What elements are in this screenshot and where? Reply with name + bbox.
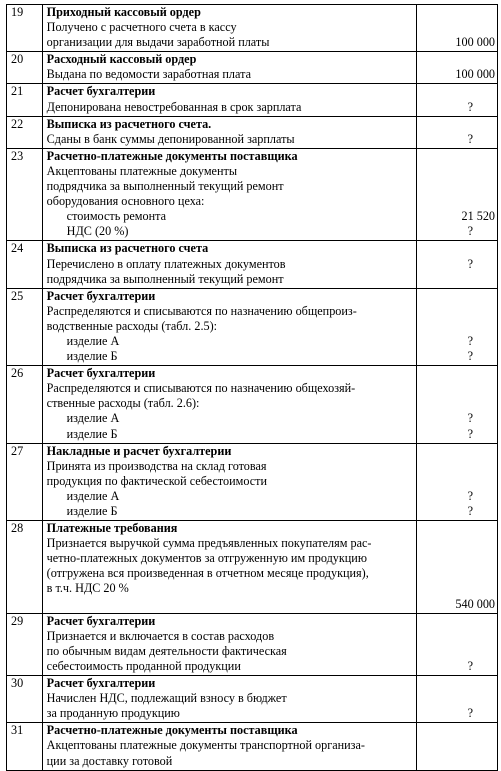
amount-cell [417,723,498,770]
transactions-table [6,4,498,771]
amount-spacer [421,536,495,551]
amount-value: ? [467,99,473,114]
amount-spacer [421,459,495,474]
amount-column [421,117,495,147]
amount-value: ? [467,131,473,146]
operation-number-cell [7,288,43,365]
amount-cell [417,288,498,365]
description-line: Распределяются и списываются по назначению общепроиз- [46,303,357,318]
amount-cell [417,116,498,148]
description-line [47,597,415,612]
amount-cell [417,5,498,52]
table-row [7,613,498,675]
amount-spacer [421,629,495,644]
table-row [7,148,498,241]
amount-spacer [421,521,495,536]
description-line: изделие Б [66,349,118,364]
amount-spacer [421,396,495,411]
amount-column [421,241,495,286]
operation-number-cell [7,52,43,84]
amount-spacer [421,319,495,334]
amount-spacer [421,272,495,287]
amount-spacer [421,164,495,179]
table-row [7,443,498,520]
description-line: четно-платежных документов за отгруженную им продукцию [46,551,367,566]
document-title: Расчет бухгалтерии [46,84,156,99]
description-line: Получено с расчетного счета в кассу [46,20,237,35]
amount-spacer [421,149,495,164]
amount-spacer [421,381,495,396]
operation-number-cell [7,241,43,288]
amount-column [421,149,495,240]
document-title: Выписка из расчетного счета [46,241,209,256]
description-line: подрядчика за выполненный текущий ремонт [46,179,284,194]
amount-cell [417,148,498,241]
operation-description-cell [42,676,417,723]
amount-spacer [421,723,495,738]
table-row [7,5,498,52]
operation-number-cell [7,116,43,148]
amount-spacer [421,474,495,489]
description-line: изделие Б [66,504,118,518]
amount-column [421,52,495,82]
amount-cell [417,613,498,675]
operation-number-cell [7,613,43,675]
amount-spacer [421,614,495,629]
description-line: оборудования основного цеха: [46,194,205,209]
amount-value: 540 000 [455,596,495,611]
operation-number: 31 [11,723,24,738]
description-line: изделие А [66,488,120,503]
description-line: изделие А [66,333,120,348]
description-line: Депонирована невостребованная в срок зарплата [46,99,302,114]
description-line: подрядчика за выполненный текущий ремонт [46,271,284,286]
description-line: (отгружена вся произведенная в отчетном месяце продукция), [46,566,369,581]
amount-value: 21 520 [461,209,495,224]
description-line: Признается и включается в состав расходов [46,628,275,643]
amount-spacer [421,241,495,256]
table-row [7,723,498,770]
document-title: Расчетно-платежные документы поставщика [46,148,298,163]
table-row [7,676,498,723]
operation-number: 29 [11,613,24,628]
amount-value: ? [467,488,473,503]
table-row [7,521,498,614]
amount-value: ? [467,333,473,348]
description-line: в т.ч. НДС 20 % [46,581,129,596]
description-line: по обычным видам деятельности фактическая [46,643,287,658]
operation-number-cell [7,148,43,241]
amount-column [421,614,495,674]
operation-description-cell [42,241,417,288]
description-line: Распределяются и списываются по назначению общехозяй- [46,381,356,396]
amount-spacer [421,551,495,566]
amount-column [421,366,495,441]
operation-description-cell [42,5,417,52]
operation-number: 22 [11,116,24,131]
operation-description-cell [42,723,417,770]
amount-spacer [421,691,495,706]
operation-number-cell [7,84,43,116]
operation-description-cell [42,366,417,443]
transactions-table-body [7,5,498,771]
amount-value: ? [467,706,473,721]
table-row [7,116,498,148]
operation-description-cell [42,52,417,84]
description-line: Сданы в банк суммы депонированной зарплаты [46,131,295,146]
amount-value: ? [467,411,473,426]
amount-cell [417,443,498,520]
description-line: Акцептованы платежные документы транспортной организа- [46,738,365,753]
operation-number: 23 [11,148,24,163]
document-title: Расходный кассовый ордер [46,52,197,67]
operation-description-cell [42,613,417,675]
operation-number: 19 [11,5,24,19]
amount-cell [417,52,498,84]
table-row [7,84,498,116]
description-line: за проданную продукцию [46,706,180,721]
amount-spacer [421,52,495,67]
amount-spacer [421,117,495,132]
description-line: ции за доставку готовой [46,753,173,768]
description-line: Принята из производства на склад готовая [46,458,267,473]
description-line: организации для выдачи заработной платы [46,35,270,50]
document-title: Выписка из расчетного счета. [46,116,212,131]
amount-column [421,444,495,519]
operation-number: 27 [11,443,24,458]
operation-number-cell [7,521,43,614]
amount-value: ? [467,658,473,673]
amount-spacer [421,738,495,753]
amount-cell [417,366,498,443]
operation-description-cell [42,288,417,365]
description-line: изделие Б [66,426,118,441]
table-row [7,288,498,365]
operation-description-cell [42,148,417,241]
operation-number: 24 [11,241,24,256]
amount-value: ? [467,224,473,239]
operation-number-cell [7,366,43,443]
description-line: себестоимость проданной продукции [46,658,241,673]
operation-number: 28 [11,521,24,536]
description-line: Выдана по ведомости заработная плата [46,67,251,82]
document-title: Расчет бухгалтерии [46,366,156,381]
description-line: изделие А [66,411,120,426]
amount-spacer [421,20,495,35]
description-line: продукция по фактической себестоимости [46,473,268,488]
description-line: Признается выручкой сумма предъявленных покупателям рас- [46,536,372,551]
table-row [7,241,498,288]
amount-value: 100 000 [455,67,495,82]
amount-spacer [421,581,495,596]
document-title: Расчетно-платежные документы поставщика [46,723,298,738]
amount-column [421,84,495,114]
operation-number-cell [7,5,43,52]
document-title: Расчет бухгалтерии [46,613,156,628]
operation-number-cell [7,676,43,723]
operation-description-cell [42,443,417,520]
operation-number: 20 [11,52,24,67]
amount-cell [417,241,498,288]
amount-cell [417,676,498,723]
operation-number-cell [7,723,43,770]
description-line: Акцептованы платежные документы [46,163,238,178]
amount-value: ? [467,349,473,364]
amount-column [421,723,495,768]
amount-spacer [421,754,495,769]
amount-spacer [421,194,495,209]
description-line: водственные расходы (табл. 2.5): [46,318,218,333]
amount-spacer [421,5,495,20]
amount-value: 100 000 [455,35,495,50]
amount-cell [417,84,498,116]
operation-description-cell [42,84,417,116]
amount-spacer [421,304,495,319]
operation-description-cell [42,521,417,614]
operation-number-cell [7,443,43,520]
amount-column [421,5,495,50]
amount-spacer [421,366,495,381]
description-line: ственные расходы (табл. 2.6): [46,396,200,411]
description-line: стоимость ремонта [66,209,167,224]
operation-description-cell [42,116,417,148]
table-row [7,52,498,84]
description-line: Начислен НДС, подлежащий взносу в бюджет [46,691,287,706]
amount-column [421,521,495,612]
amount-value: ? [467,504,473,518]
description-line: НДС (20 %) [66,224,129,239]
amount-spacer [421,644,495,659]
amount-spacer [421,179,495,194]
amount-spacer [421,676,495,691]
amount-cell [417,521,498,614]
operation-number: 26 [11,366,24,381]
operation-number: 30 [11,676,24,691]
amount-spacer [421,444,495,459]
table-row [7,366,498,443]
operation-number: 21 [11,84,24,99]
amount-value: ? [467,256,473,271]
amount-spacer [421,84,495,99]
operation-number: 25 [11,288,24,303]
amount-column [421,676,495,721]
document-title: Расчет бухгалтерии [46,288,156,303]
description-line: Перечислено в оплату платежных документов [46,256,286,271]
document-title: Расчет бухгалтерии [46,676,156,691]
amount-spacer [421,289,495,304]
document-title: Платежные требования [46,521,178,536]
amount-column [421,289,495,364]
document-title: Приходный кассовый ордер [46,5,201,19]
amount-spacer [421,566,495,581]
document-title: Накладные и расчет бухгалтерии [46,443,232,458]
amount-value: ? [467,426,473,441]
